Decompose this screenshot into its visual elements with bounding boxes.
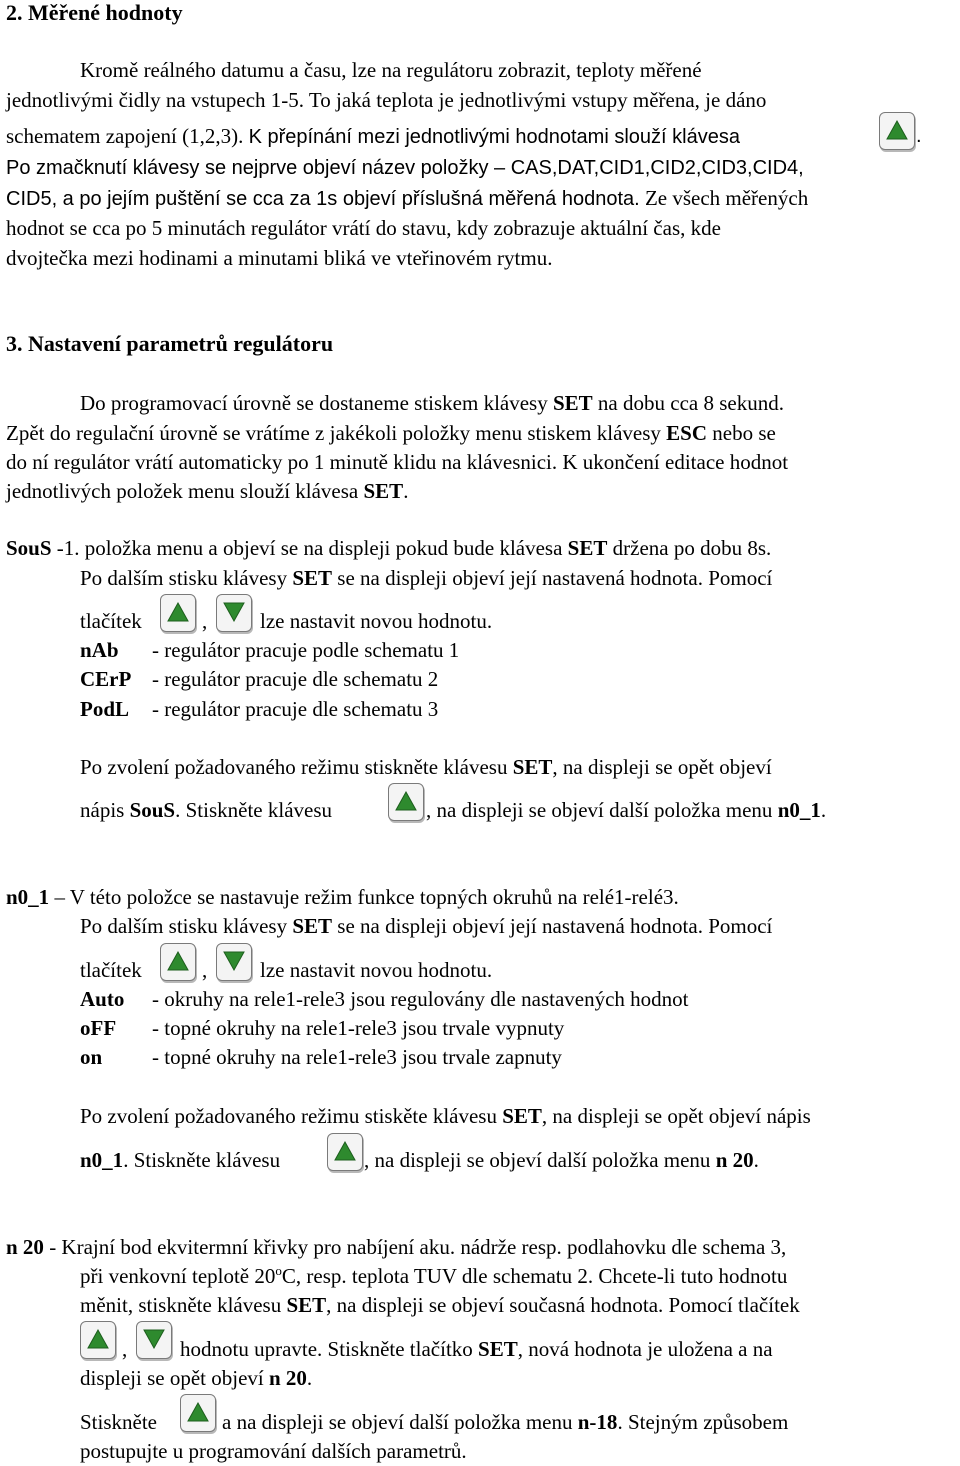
paragraph-line: ,	[202, 958, 208, 982]
paragraph-line: Po zmačknutí klávesy se nejprve objeví název položky – CAS,DAT,CID1,CID2,CID3,CID4,	[6, 157, 804, 179]
paragraph-line: .	[916, 125, 922, 147]
paragraph-line: , na displeji se objeví další položka menu n0_1.	[426, 798, 827, 822]
option-key: Auto	[80, 987, 125, 1011]
paragraph-line: nápis SouS. Stiskněte klávesu	[80, 798, 333, 822]
paragraph-line: n0_1. Stiskněte klávesu	[80, 1148, 281, 1172]
paragraph-line: Stiskněte	[80, 1410, 157, 1434]
section-3-heading: 3. Nastavení parametrů regulátoru	[6, 331, 334, 356]
paragraph-line: Po zvolení požadovaného režimu stiskněte klávesu SET, na displeji se opět objeví	[80, 755, 772, 779]
paragraph-line: n0_1 – V této položce se nastavuje režim funkce topných okruhů na relé1-relé3.	[6, 885, 679, 909]
paragraph-line: do ní regulátor vrátí automaticky po 1 minutě klidu na klávesnici. K ukončení editace hodnot	[6, 450, 789, 474]
option-value: - regulátor pracuje podle schematu 1	[152, 638, 460, 662]
paragraph-line: Zpět do regulační úrovně se vrátíme z jakékoli položky menu stiskem klávesy ESC nebo se	[6, 421, 776, 445]
paragraph-line: hodnot se cca po 5 minutách regulátor vrátí do stavu, kdy zobrazuje aktuální čas, kde	[6, 216, 721, 240]
arrow-up-key-icon	[879, 112, 915, 150]
paragraph-line: a na displeji se objeví další položka menu n-18. Stejným způsobem	[222, 1410, 789, 1434]
option-key: CErP	[80, 667, 132, 691]
paragraph-line: postupujte u programování dalších parametrů.	[80, 1439, 467, 1463]
paragraph-line: lze nastavit novou hodnotu.	[260, 958, 493, 982]
paragraph-line: jednotlivých položek menu slouží klávesa SET.	[6, 479, 409, 503]
paragraph-line: při venkovní teplotě 20$^o$C, resp. teplota TUV dle schematu 2. Chcete-li tuto hodnotu	[80, 1263, 788, 1288]
option-value: - topné okruhy na rele1-rele3 jsou trvale vypnuty	[152, 1016, 565, 1040]
paragraph-line: CID5, a po jejím puštění se cca za 1s objeví příslušná měřená hodnota. Ze všech měřených	[6, 186, 809, 210]
option-value: - regulátor pracuje dle schematu 2	[152, 667, 439, 691]
paragraph-line: Kromě reálného datumu a času, lze na regulátoru zobrazit, teploty měřené	[80, 58, 702, 82]
paragraph-line: měnit, stiskněte klávesu SET, na displeji se objeví současná hodnota. Pomocí tlačítek	[80, 1293, 800, 1317]
arrow-up-key-icon	[160, 943, 196, 981]
paragraph-line: SouS -1. položka menu a objeví se na displeji pokud bude klávesa SET držena po dobu 8s.	[6, 536, 772, 560]
arrow-up-key-icon	[327, 1133, 363, 1171]
arrow-up-key-icon	[160, 594, 196, 632]
option-key: on	[80, 1045, 103, 1069]
paragraph-line: dvojtečka mezi hodinami a minutami bliká ve vteřinovém rytmu.	[6, 246, 553, 270]
paragraph-line: Po zvolení požadovaného režimu stiskěte klávesu SET, na displeji se opět objeví nápis	[80, 1104, 811, 1128]
paragraph-line: ,	[122, 1337, 128, 1361]
paragraph-line: Po dalším stisku klávesy SET se na displeji objeví její nastavená hodnota. Pomocí	[80, 566, 773, 590]
arrow-down-key-icon	[216, 943, 252, 981]
option-key: PodL	[80, 697, 130, 721]
paragraph-line: Po dalším stisku klávesy SET se na displeji objeví její nastavená hodnota. Pomocí	[80, 914, 773, 938]
paragraph-line: Do programovací úrovně se dostaneme stiskem klávesy SET na dobu cca 8 sekund.	[80, 391, 784, 415]
section-2-heading: 2. Měřené hodnoty	[6, 0, 183, 25]
option-value: - regulátor pracuje dle schematu 3	[152, 697, 439, 721]
paragraph-line: , na displeji se objeví další položka menu n 20.	[364, 1148, 759, 1172]
arrow-up-key-icon	[180, 1394, 216, 1432]
arrow-down-key-icon	[136, 1321, 172, 1359]
option-key: oFF	[80, 1016, 117, 1040]
option-value: - okruhy na rele1-rele3 jsou regulovány dle nastavených hodnot	[152, 987, 689, 1011]
paragraph-line: jednotlivými čidly na vstupech 1-5. To jaká teplota je jednotlivými vstupy měřena, je dáno	[6, 88, 767, 112]
paragraph-line: hodnotu upravte. Stiskněte tlačítko SET, nová hodnota je uložena a na	[180, 1337, 773, 1361]
paragraph-line: tlačítek	[80, 609, 142, 633]
option-key: nAb	[80, 638, 119, 662]
arrow-down-key-icon	[216, 594, 252, 632]
arrow-up-key-icon	[80, 1321, 116, 1359]
paragraph-line: ,	[202, 609, 208, 633]
paragraph-line: tlačítek	[80, 958, 142, 982]
arrow-up-key-icon	[388, 783, 424, 821]
paragraph-line: lze nastavit novou hodnotu.	[260, 609, 493, 633]
paragraph-line: displeji se opět objeví n 20.	[80, 1366, 313, 1390]
option-value: - topné okruhy na rele1-rele3 jsou trvale zapnuty	[152, 1045, 562, 1069]
paragraph-line: schematem zapojení (1,2,3). K přepínání mezi jednotlivými hodnotami slouží klávesa	[6, 124, 740, 148]
paragraph-line: n 20 - Krajní bod ekvitermní křivky pro nabíjení aku. nádrže resp. podlahovku dle schema 3,	[6, 1235, 787, 1259]
